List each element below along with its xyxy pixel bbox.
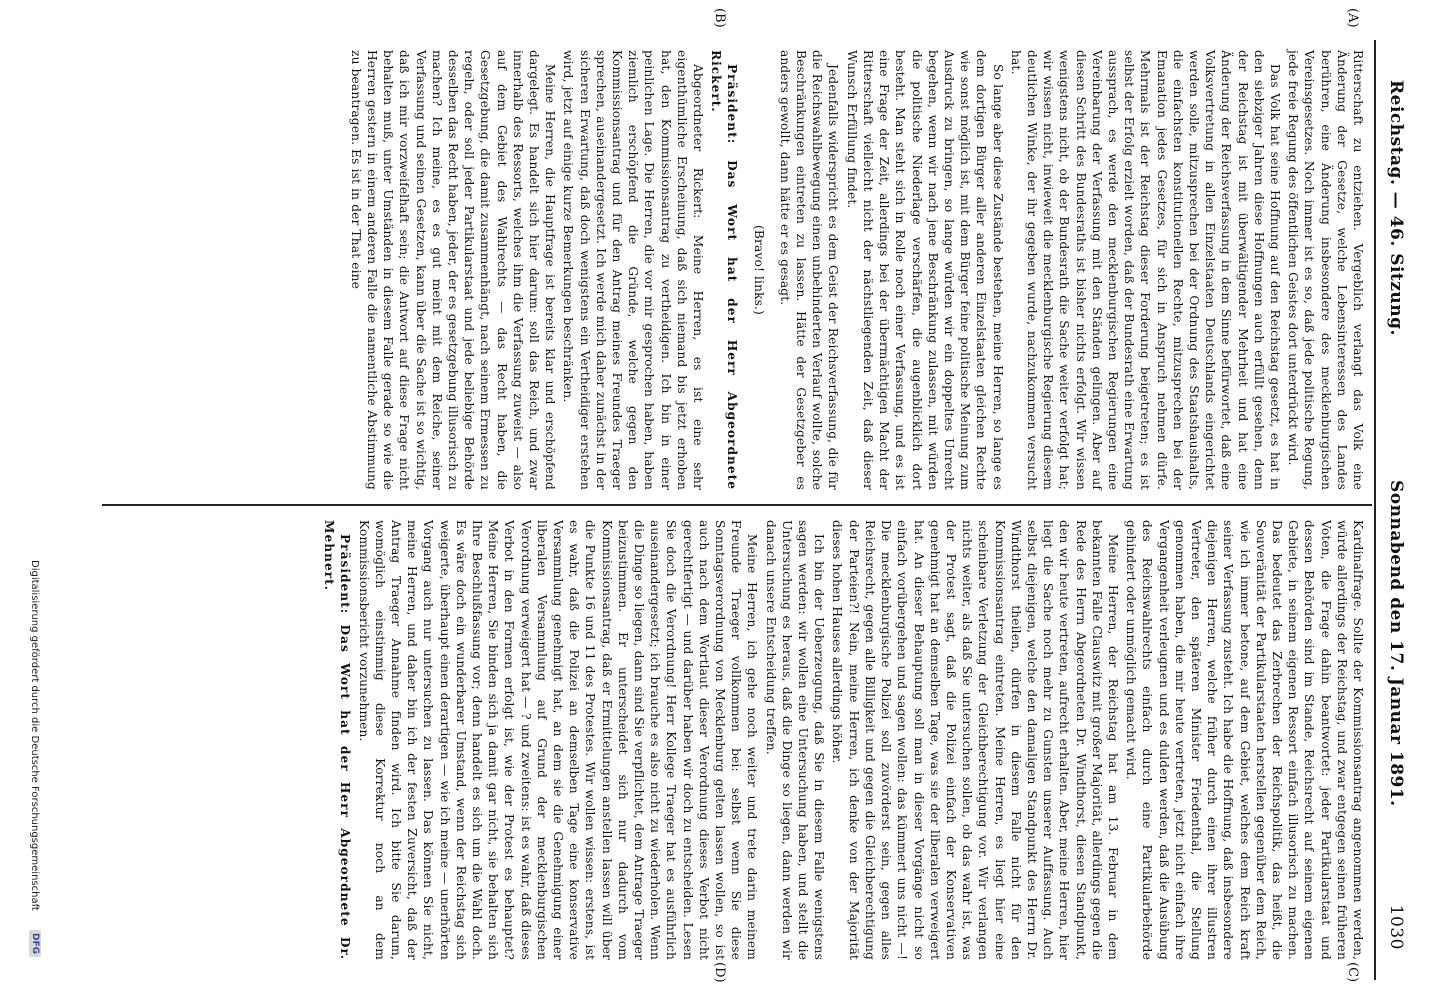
paragraph: Das Volk hat seine Hoffnung auf den Reichstag gesetzt, es hat in den siebziger Jahren diese Hoffnungen auch erfüllt gesehen, denn der Reichstag ist mit überwältigender Mehrheit und hat eine Änderung der Reichsverfassung in dem Sinne befürwortet, daß eine Volksvertretung in allen Einzelstaaten Deutschlands eingerichtet werden solle, mitzusprechen bei der Ordnung des Staatshaushalts, die einfachsten konstitutionellen Rechte, mitzusprechen bei der Emanation jedes Gesetzes, für sich in Anspruch nehmen dürfe. Mehrmals ist der Reichstag dieser Forderung beigetreten; es ist selbst der Erfolg erzielt worden, daß der Bundesrath eine Erwartung aussprach, es werde den mecklenburgischen Regierungen eine Vereinbarung der Verfassung mit den Ständen gelingen. Aber auf diesen Schritt des Bundesraths ist bisher nichts erfolgt. Wir wissen wenigstens nicht, ob der Bundesrath die Sache weiter verfolgt hat; wir wissen nicht, inwieweit die mecklenburgische Regierung diesem deutlichen Winke, der ihr gegeben wurde, nachzukommen versucht hat. bbox=[1008, 50, 1282, 490]
dfg-logo: DFG bbox=[29, 930, 41, 957]
paragraph: Meine Herren, ich gehe noch weiter und trete darin meinem Freunde Traeger vollkommen bei: selbst wenn Sie diese Sonntagsverordnung von Mecklenburg gelten lassen wollen, so ist auch nach dem Wortlaut dieser Verordnung dieses Verbot nicht gerechtfertigt — und darüber haben wir doch zu entscheiden. Lesen Sie doch die Verordnung! Herr Kollege Traeger hat es ausführlich auseinandergesetzt; ich brauche es also nicht zu wiederholen. Wenn die Dinge so liegen, dann sind Sie verpflichtet, dem Antrage Traeger beizustimmen. Er unterscheidet sich nur dadurch vom Kommissionsantrag, daß er Ermittelungen anstellen lassen will über die Punkte 16 und 11 des Protestes. Wir wollen wissen: erstens, ist es wahr, daß die Polizei an demselben Tage eine konservative Versammlung genehmigt hat, an dem sie die Genehmigung einer liberalen Versammlung auf Grund der mecklenburgischen Verordnung verweigert hat — ? und zweitens: ist es wahr, daß dieses Verbot in den Formen erfolgt ist, wie der Protest es behauptet? Meine Herren, Sie binden sich ja damit gar nicht, sie behalten sich Ihre Beschlußfassung vor; denn handelt es sich um die Wahl doch. Es wäre doch ein wunderbarer Umstand, wenn der Reichstag sich weigerte, überhaupt einen derartigen — wie ich meine — unerhörten Vorgang auch nur untersuchen zu lassen. Das können Sie nicht, meine Herren, und daher bin ich der festen Zuversicht, daß der Antrag Traeger Annahme finden wird. Ich bitte Sie darum, womöglich einstimmig diese Korrektur noch an dem Kommissionsbericht vorzunehmen. bbox=[356, 520, 760, 960]
applause-note: (Bravo! links.) bbox=[751, 225, 766, 315]
paragraph: Meine Herren, die Hauptfrage ist bereits klar und erschöpfend dargelegt. Es handelt sich hier darum: soll das Reich, und zwar innerhalb des Ressorts, welches ihm die Verfassung zuweist — also auf dem Gebiet des Wahlrechts — das Recht haben, die Gesetzgebung, die damit zusammenhängt, nach seinem Ermessen zu regeln, oder soll jeder Partikularstaat und jede beliebige Behörde desselben das Recht haben, jeder, der es gesetzgebung illusorisch zu machen? Ich meine, es es gut meint mit dem Reiche, seiner Verfassung und seinen Gesetzen, kann über die Sache ist so wichtig, daß ich mir vorzweifelhaft sein; die Antwort auf diese Frage nicht behalten muß, unter Umständen in diesem Falle gerade so wie die Herren gestern in einem anderen Falle die namentliche Abstimmung zu beantragen. Es ist in der That eine bbox=[348, 50, 558, 490]
left-column bbox=[106, 50, 1366, 490]
session-date: Sonnabend den 17. Januar 1891. bbox=[1386, 480, 1406, 807]
right-column bbox=[106, 520, 1366, 960]
paragraph: So lange aber diese Zustände bestehen, meine Herren, so lange es dem dortigen Bürger aller anderen Einzelstaaten gleichen Rechte wie sonst möglich ist, mit dem Bürger feine politische Meinung zum Ausdruck zu bringen, so lange würden wir ein doppeltes Unrecht begehen, wenn wir nach jene Beschränkung zulassen, mit würden die politische Niederlage verschärfen, die augenblicklich dort besteht. Man steht sich in Rolle noch einer Verfassung, und es ist eine Frage der Zeit, allerdings bei der übermächtigen Macht der Ritterschaft vielleicht nicht der nächstliegenden Zeit, daß dieser Wunsch Erfüllung findet. bbox=[844, 50, 1005, 490]
paragraph: Meine Herren, der Reichstag hat am 13. Februar in dem bekannten Falle Clauswitz mit großer Majorität, allerdings gegen die Rede des Herrn Abgeordneten Dr. Windthorst, diesen Standpunkt, den wir heute vertreten, aufrecht erhalten. Aber, meine Herren, hier liegt die Sache noch mehr zu Gunsten unserer Auffassung. Auch selbst diejenigen, welche den damaligen Standpunkt des Herrn Dr. Windthorst theilen, dürfen in diesem Falle nicht für den Kommissionsantrag eintreten. Meine Herren, es liegt hier eine scheinbare Verletzung der Gleichberechtigung vor. Wir verlangen nichts weiter, als daß Sie untersuchen sollen, ob das wahr ist, was der Protest sagt, daß die Polizei einfach der Konservativen genehmigt hat an demselben Tage, was sie der liberalen verweigert hat. An dieser Behauptung soll man in dieser Vorgänge nicht so einfach vorübergehen und sagen wollen: das kümmert uns nicht —! Die mecklenburgische Polizei soll zuvörderst sein, gegen alles Reichsrecht, gegen alle Billigkeit und gegen die Gleichberechtigung der Parteien?! Nein, meine Herren, ich denke von der Majorität dieses hohen Hauses allerdings höher. bbox=[830, 520, 1120, 960]
margin-mark-b: (B) bbox=[712, 8, 727, 28]
president-line: Präsident: Das Wort hat der Herr Abgeordnete Dr. Mehnert. bbox=[322, 520, 353, 960]
digitization-credit: Digitalisierung gefördert durch die Deutsche Forschungsgemeinschaft bbox=[29, 560, 40, 911]
running-title: Reichstag. — 46. Sitzung. bbox=[1386, 80, 1406, 336]
paragraph: Jedenfalls widerspricht es dem Geist der Reichsverfassung, die für die Reichswahlbewegung einen unbehinderten Verlauf wollte, solche Beschränkungen eintreten zu lassen. Hätte der Gesetzgeber es anders gewollt, dann hätte er es gesagt. bbox=[777, 50, 841, 490]
margin-mark-c: (C) bbox=[1345, 962, 1360, 983]
margin-mark-a: (A) bbox=[1345, 8, 1360, 28]
paragraph: Abgeordneter Rickert: Meine Herren, es ist eine sehr eigenthümliche Erscheinung, daß sich niemand bis jetzt erhoben hat, den Kommissionsantrag zu vertheidigen. Ich bin in einer peinlichen Lage. Die Herren, die vor mir gesprochen haben, haben ziemlich erschöpfend die Gründe, welche gegen den Kommissionsantrag und für den Antrag meines Freundes Traeger sprechen, auseinandergesetzt. Ich werde mich daher zunächst in der sicheren Erwartung, daß doch wenigstens ein Vertheidiger erstehen wird, jetzt auf einige kurze Bemerkungen beschränken. bbox=[561, 50, 706, 490]
page-number: 1030 bbox=[1386, 904, 1406, 950]
column-divider bbox=[102, 504, 1372, 506]
header-rule bbox=[1374, 40, 1376, 980]
paragraph: Ritterschaft zu entziehen. Vergeblich verlangt das Volk eine Änderung der Gesetze, welche Lebensinteressen des Landes berühren, eine Änderung insbesondere des mecklenburgischen Vereinsgesetzes. Noch immer ist es so, daß jede politische Regung, jede freie Regung des öffentlichen Geistes dort unterdrückt wird. bbox=[1286, 50, 1365, 490]
paragraph: Kardinalfrage. Sollte der Kommissionsantrag angenommen werden, würde allerdings der Reichstag, und zwar entgegen seinen früheren Voten, die Frage dahin beantwortet: jeder Partikularstaat und dessen Behörden sind im Stande, Reichsrecht auf seinem eigenen Gebiete, in seinem eigenen Ressort einfach illusorisch zu machen. Das bedeutet das Zerbrechen der Reichspolitik, das heißt, die Souveränität der Partikularstaaten herstellen gegenüber dem Reich, wie ich immer betone, auf dem Gebiet, welches dem Reich kraft seiner Verfassung zusteht. Ich habe die Hoffnung, daß insbesondere diejenigen Herren, welche früher durch einen ihrer illustren Vertreter, den späteren Minister Friedenthal, die Stellung genommen haben, die mir heute vertreten, jetzt nicht einfach ihre Vergangenheit verleugnen und es dulden werden, daß die Ausübung des Reichswahlrechts einfach durch eine Partikularbehörde gehindert oder unmöglich gemacht wird. bbox=[1124, 520, 1365, 960]
page-header bbox=[1380, 40, 1410, 970]
margin-mark-d: (D) bbox=[712, 962, 727, 983]
paragraph: Ich bin der Ueberzeugung, daß Sie in diesem Falle wenigstens sagen werden: wir wollen eine Untersuchung haben, und stellt die Untersuchung es heraus, daß die Dinge so liegen, dann werden wir danach unsere Entscheidung treffen. bbox=[763, 520, 827, 960]
president-line: Präsident: Das Wort hat der Herr Abgeordnete Rickert. bbox=[709, 50, 740, 490]
